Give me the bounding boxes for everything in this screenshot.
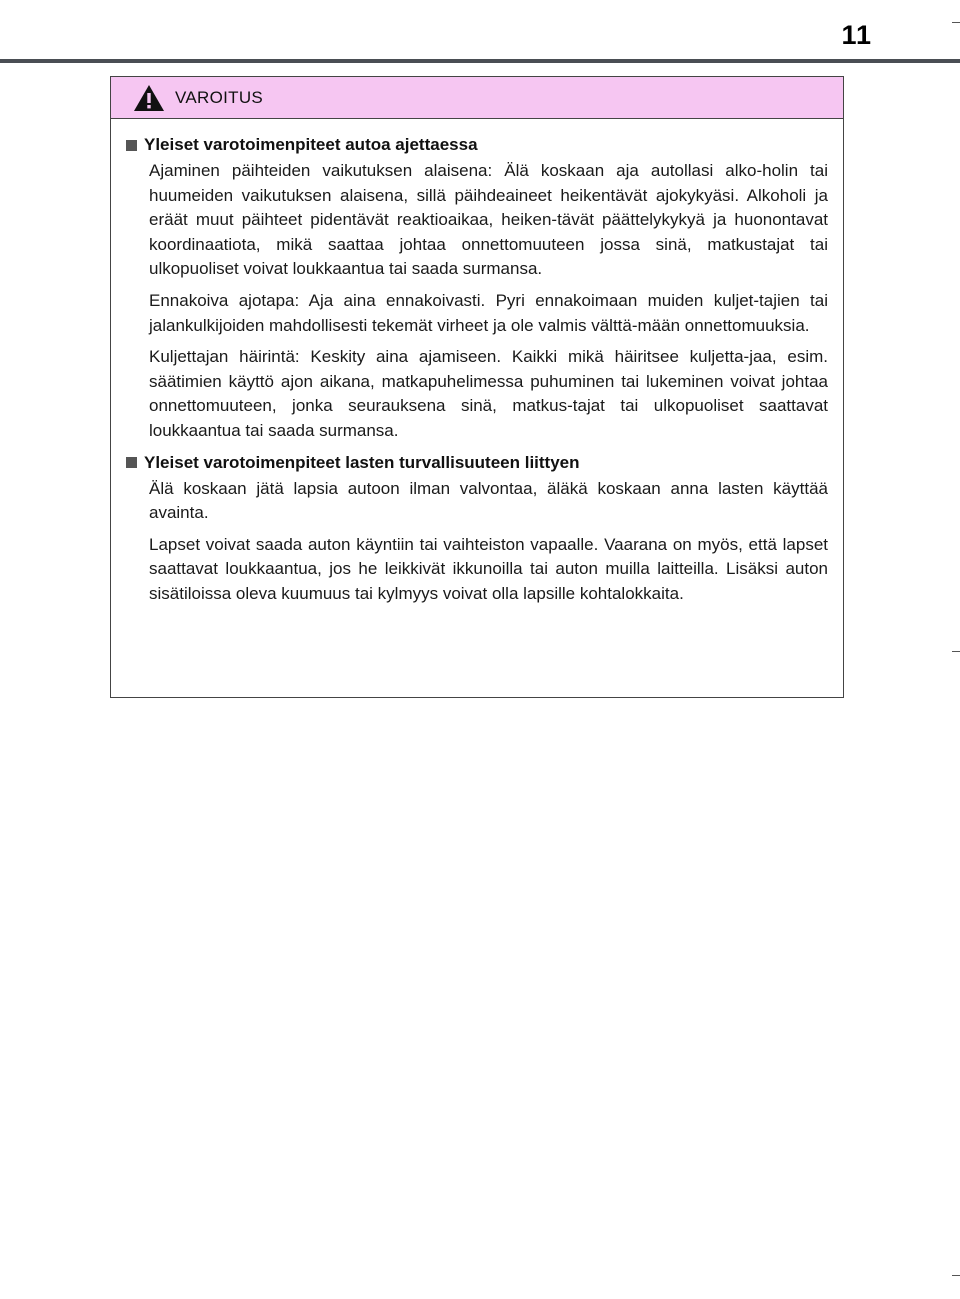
crop-mark-top xyxy=(952,22,960,23)
paragraph-driver-distraction: Kuljettajan häirintä: Keskity aina ajamiseen. Kaikki mikä häiritsee kuljetta-jaa, esim. säätimien käyttö ajon aikana, matkapuhelimessa puhuminen tai lukeminen voivat johtaa onnettomuuteen, jonka seurauksena sinä, matkus-tajat tai ulkopuoliset saattavat loukkaantua tai saada surmansa. xyxy=(149,347,828,440)
warning-title: VAROITUS xyxy=(175,87,264,107)
square-bullet-icon xyxy=(126,140,137,151)
section-child-safety xyxy=(126,451,828,607)
section-heading-text: Yleiset varotoimenpiteet lasten turvallisuuteen liittyen xyxy=(144,452,580,472)
warning-header xyxy=(111,77,843,119)
warning-box xyxy=(110,76,844,698)
warning-triangle-icon xyxy=(133,84,165,112)
paragraph-defensive-driving: Ennakoiva ajotapa: Aja aina ennakoivasti. Pyri ennakoimaan muiden kuljet-tajien tai jalankulkijoiden mahdollisesti tekemät virheet ja ole valmis välttä-mään onnettomuuksia. xyxy=(149,290,828,335)
section-heading xyxy=(126,133,828,157)
square-bullet-icon xyxy=(126,457,137,468)
section-heading xyxy=(126,451,828,475)
crop-mark-middle xyxy=(952,651,960,652)
header-rule xyxy=(0,59,960,63)
page-number: 11 xyxy=(841,20,872,50)
section-driving-precautions xyxy=(126,133,828,444)
warning-body xyxy=(111,119,843,607)
paragraph-unattended-children: Älä koskaan jätä lapsia autoon ilman valvontaa, äläkä koskaan anna lasten käyttää avainta. xyxy=(149,478,828,523)
paragraph-intoxicated-driving: Ajaminen päihteiden vaikutuksen alaisena: Älä koskaan aja autollasi alko-holin tai huumeiden vaikutuksen alaisena, sillä päihdeaineet heikentävät ajokykyäsi. Alkoholi ja eräät muut päihteet pidentävät reaktioaikaa, heiken-tävät päättelykykyä ja huonontavat koordinaatiota, mikä saattaa johtaa onnettomuuteen jossa sinä, matkustajat tai ulkopuoliset voivat loukkaantua tai saada surmansa. xyxy=(149,161,828,279)
crop-mark-bottom xyxy=(952,1275,960,1276)
paragraph-child-hazards: Lapset voivat saada auton käyntiin tai vaihteiston vapaalle. Vaarana on myös, että lapset saattavat loukkaantua, jos he leikkivät ikkunoilla tai auton muilla laitteilla. Lisäksi auton sisätiloissa oleva kuumuus tai kylmyys voivat olla lapsille kohtalokkaita. xyxy=(149,534,828,603)
section-heading-text: Yleiset varotoimenpiteet autoa ajettaessa xyxy=(144,135,478,154)
